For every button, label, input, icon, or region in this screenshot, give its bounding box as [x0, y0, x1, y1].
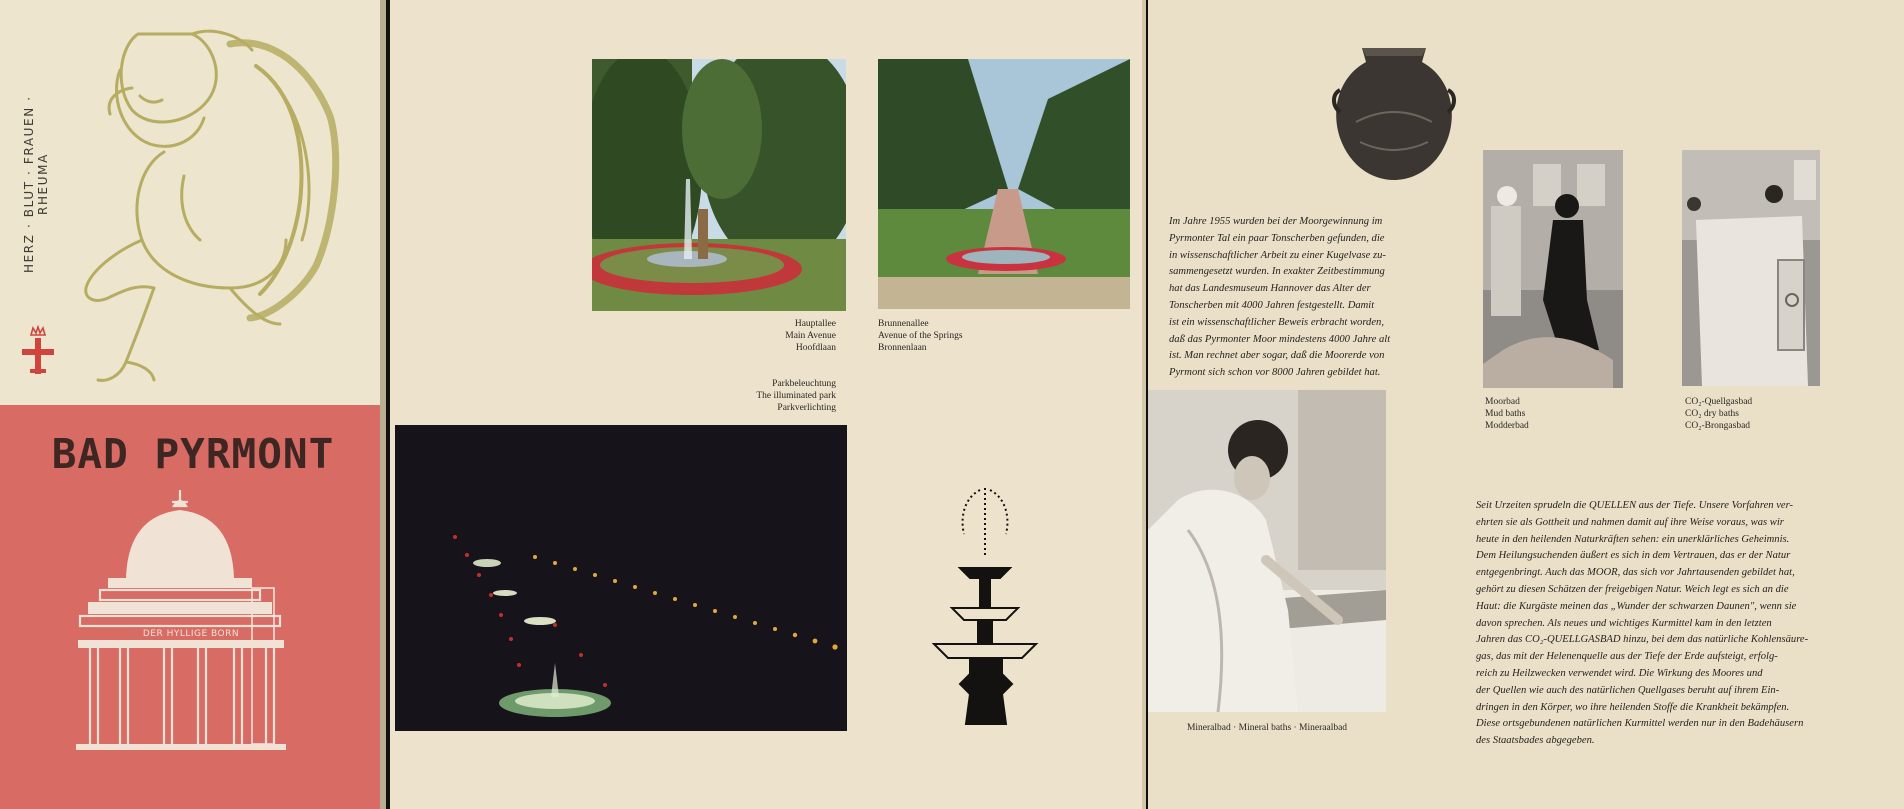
ancient-urn-photo: [1332, 42, 1456, 182]
moorbad-photo: [1483, 150, 1623, 388]
cover-title: BAD PYRMONT: [51, 430, 335, 478]
text-line: heute in den heilenden Naturkräften sehen: ein unerklärliches Geheimnis.: [1476, 533, 1790, 545]
text-line: des Staatsbades abgegeben.: [1476, 735, 1595, 747]
text-line: ist. Man rechnet aber sogar, daß die Moorerde von: [1169, 350, 1385, 362]
text-line: gas, das mit der Helenenquelle aus der Tiefe der Erde aufsteigt, erfolg-: [1476, 651, 1778, 663]
caption-line: Avenue of the Springs: [878, 331, 963, 341]
caption-brunnenallee: [878, 318, 1078, 354]
text-line: Haut: die Kurgäste meinen das „Wunder der schwarzen Daunen", wenn sie: [1476, 600, 1797, 612]
body-paragraph: [1476, 498, 1870, 750]
text-line: Pyrmont sich schon vor 8000 Jahren gebildet hat.: [1169, 367, 1381, 379]
text-line: reich zu Heilzwecken verwendet wird. Die Wirkung des Moores und: [1476, 667, 1763, 679]
caption-parkbeleuchtung: [630, 378, 836, 414]
mineralbad-photo: [1148, 390, 1386, 712]
temple-pavilion-illustration: [76, 488, 296, 758]
caption-hauptallee: [650, 318, 836, 354]
text-line: Im Jahre 1955 wurden bei der Moorgewinnung im: [1169, 216, 1383, 227]
text-line: Dem Heilungsuchenden äußert es sich in dem Vertrauen, das er der Natur: [1476, 550, 1791, 562]
text-line: Tonscherben mit 4000 Jahren festgestellt. Damit: [1169, 299, 1375, 311]
text-line: gehört zu diesen Schätzen der freigebigen Natur. Weich legt es sich an die: [1476, 583, 1789, 595]
text-line: Diese ortsgebundenen natürlichen Kurmittel werden nur in den Badehäusern: [1476, 718, 1804, 730]
caption-line: Mud baths: [1485, 409, 1526, 419]
brochure-cover: [0, 0, 386, 809]
caption-line: Bronnenlaan: [878, 343, 927, 353]
text-line: hat das Landesmuseum Hannover das Alter der: [1169, 283, 1371, 295]
cherub-with-jug-illustration: [80, 26, 350, 396]
co2-bath-photo: [1682, 150, 1820, 386]
caption-line: Parkbeleuchtung: [772, 379, 836, 389]
caption-line: Modderbad: [1485, 421, 1529, 431]
text-line: dringen in den Körper, wo ihre heilenden Stoffe die Krankheit bekämpfen.: [1476, 701, 1790, 713]
middle-page-edge: [1142, 0, 1146, 809]
caption-line: Main Avenue: [785, 331, 836, 341]
text-line: entgegenbringt. Auch das MOOR, das sich vor Jahrtausenden gebildet hat,: [1476, 567, 1795, 579]
caption-line: Parkverlichting: [777, 403, 836, 413]
caption-moorbad: [1485, 396, 1625, 432]
cover-edge: [380, 0, 386, 809]
caption-line: The illuminated park: [756, 391, 836, 401]
middle-page: [390, 0, 1146, 809]
text-line: ist ein wissenschaftlicher Beweis erbracht worden,: [1169, 316, 1384, 328]
caption-line: Hoofdlaan: [795, 343, 836, 353]
hauptallee-fountain-photo: [592, 59, 846, 311]
text-line: ehrten sie als Gottheit und nahmen damit auf ihre Weise voraus, was wir: [1476, 516, 1784, 528]
temple-sign: DER HYLLIGE BORN: [142, 629, 240, 639]
cover-indications: HERZ · BLUT · FRAUEN · RHEUMA: [22, 95, 50, 273]
crown-cross-icon: [18, 325, 58, 377]
intro-paragraph: [1169, 214, 1447, 382]
text-line: Jahren das CO₂-QUELLGASBAD hinzu, bei dem das natürliche Kohlensäure-: [1476, 634, 1809, 646]
caption-line: CO₂-Quellgasbad: [1685, 397, 1753, 407]
caption-line: Brunnenallee: [878, 319, 929, 329]
caption-line: Moorbad: [1485, 397, 1520, 407]
caption-line: Hauptallee: [794, 319, 836, 329]
right-page: [1148, 0, 1904, 809]
text-line: davon sprechen. Als neues und wichtiges Kurmittel kam in den letzten: [1476, 617, 1772, 629]
text-line: Pyrmonter Tal ein paar Tonscherben gefunden, die: [1169, 232, 1385, 244]
caption-mineralbad: Mineralbad · Mineral baths · Mineraalbad: [1186, 723, 1348, 733]
text-line: sammengesetzt wurden. In exakter Zeitbestimmung: [1169, 266, 1385, 278]
text-line: in wissenschaftlicher Arbeit zu einer Kugelvase zu-: [1169, 249, 1386, 261]
fountain-drawing: [930, 488, 1040, 728]
caption-co2-bath: [1685, 396, 1845, 432]
text-line: daß das Pyrmonter Moor mindestens 4000 Jahre alt: [1169, 333, 1391, 345]
caption-line: CO₂-Brongasbad: [1685, 421, 1751, 431]
brunnenallee-photo: [878, 59, 1130, 309]
caption-line: CO₂ dry baths: [1685, 409, 1739, 419]
text-line: Seit Urzeiten sprudeln die QUELLEN aus der Tiefe. Unsere Vorfahren ver-: [1476, 500, 1794, 511]
text-line: der Quellen wie auch des natürlichen Quellgases beruht auf ihrem Ein-: [1476, 684, 1780, 696]
night-park-photo: [395, 425, 847, 731]
